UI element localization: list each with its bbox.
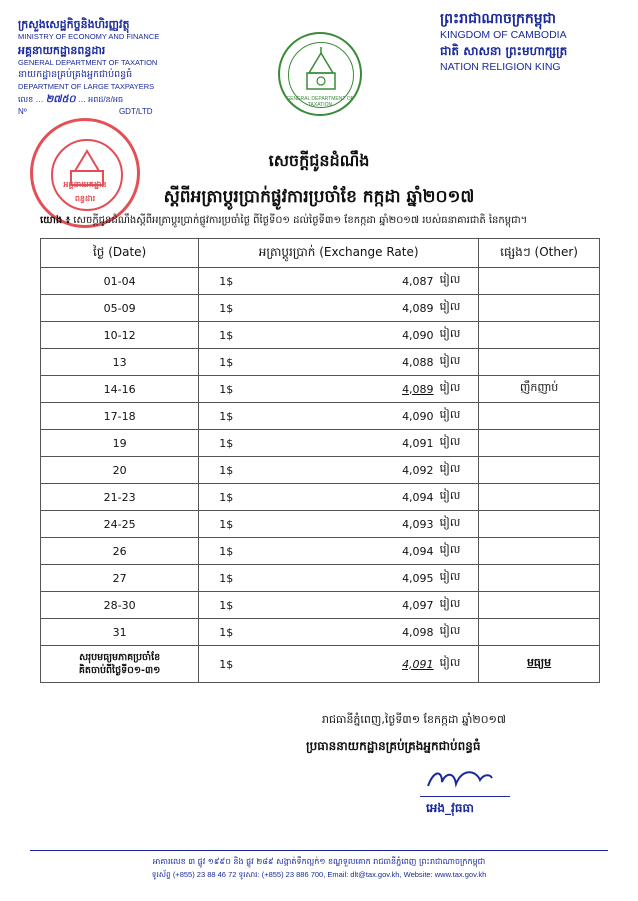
row-other <box>479 592 600 619</box>
average-label <box>41 646 199 683</box>
row-value-text: 4,093 <box>402 517 434 531</box>
row-value <box>265 457 438 484</box>
row-value <box>265 322 438 349</box>
reference-subject <box>40 214 630 228</box>
table-row <box>41 619 600 646</box>
stamp-text-top: អគ្គនាយកដ្ឋាន <box>63 180 107 189</box>
row-currency: រៀល <box>438 538 479 565</box>
motto-en: NATION RELIGION KING <box>440 61 561 73</box>
row-currency: រៀល <box>438 376 479 403</box>
row-value-text: 4,097 <box>402 598 434 612</box>
ref-suffix-kh: អពដ/ន/អធ <box>88 95 124 104</box>
row-unit: 1$ <box>199 376 265 403</box>
kingdom-name-kh: ព្រះរាជាណាចក្រកម្ពុជា <box>440 11 557 27</box>
row-currency: រៀល <box>438 430 479 457</box>
average-value <box>265 646 438 683</box>
kingdom-name-en: KINGDOM OF CAMBODIA <box>440 29 567 41</box>
ref-suffix-en: GDT/LTD <box>118 107 153 116</box>
row-unit: 1$ <box>199 349 265 376</box>
footer-divider <box>30 850 608 851</box>
row-value-text: 4,090 <box>402 409 434 423</box>
row-unit: 1$ <box>199 565 265 592</box>
table-row <box>41 403 600 430</box>
gdt-name-en: GENERAL DEPARTMENT OF TAXATION <box>18 58 158 67</box>
row-value <box>265 538 438 565</box>
row-value-text: 4,098 <box>402 625 434 639</box>
row-currency: រៀល <box>438 592 479 619</box>
row-value-text: 4,095 <box>402 571 434 585</box>
signature-icon <box>420 764 510 794</box>
footer-address: អាគារលេខ ៣ ផ្លូវ ១៩៩០ និង ផ្លូវ ២៨៩ សង្កាត់ទឹកល្អក់១ ខណ្ឌទួលគោក រាជធានីភ្នំពេញ ព្រះរាជាណាចក្រកម្ពុជា <box>152 857 486 866</box>
place-and-date: រាជធានីភ្នំពេញ,ថ្ងៃទី៣១ ខែកក្កដា ឆ្នាំ២០១៧ <box>322 713 506 726</box>
ref-prefix-kh: លេខ <box>18 95 34 104</box>
table-row <box>41 322 600 349</box>
row-other: ញឹកញាប់ <box>479 376 600 403</box>
signatory-name: អេង_វុធធា <box>426 801 474 815</box>
row-value-text: 4,091 <box>402 436 434 450</box>
row-currency: រៀល <box>438 268 479 295</box>
logo-ring-text: GENERAL DEPARTMENT OF TAXATION <box>286 96 354 108</box>
table-row <box>41 349 600 376</box>
notice-title: សេចក្តីជូនដំណឹង <box>268 151 370 170</box>
gdt-name-kh: អគ្គនាយកដ្ឋានពន្ធដារ <box>18 44 106 57</box>
notice-subtitle: ស្តីពីអត្រាប្តូរប្រាក់ផ្លូវការប្រចាំខែ កក្កដា ឆ្នាំ២០១៧ <box>163 187 475 207</box>
row-date: 14-16 <box>41 376 199 403</box>
row-other <box>479 349 600 376</box>
row-value <box>265 403 438 430</box>
row-other <box>479 565 600 592</box>
row-value-text: 4,087 <box>402 274 434 288</box>
row-date: 17-18 <box>41 403 199 430</box>
ref-number-handwritten: ២៧៥០ <box>45 94 76 105</box>
average-unit: 1$ <box>199 646 265 683</box>
row-value <box>265 268 438 295</box>
row-unit: 1$ <box>199 592 265 619</box>
footer-contact: ទូរស័ព្ទ (+855) 23 88 46 72 ទូរសារ: (+855) 23 886 700, Email: dlt@tax.gov.kh, Website: www.tax.gov.kh <box>151 870 487 879</box>
row-date: 24-25 <box>41 511 199 538</box>
row-other <box>479 511 600 538</box>
row-date: 10-12 <box>41 322 199 349</box>
average-value-text: 4,091 <box>402 657 434 671</box>
row-value-text: 4,089 <box>402 382 434 396</box>
row-unit: 1$ <box>199 538 265 565</box>
row-currency: រៀល <box>438 565 479 592</box>
table-row <box>41 511 600 538</box>
row-value-text: 4,094 <box>402 490 434 504</box>
gdt-logo <box>278 32 362 116</box>
row-date: 20 <box>41 457 199 484</box>
average-currency: រៀល <box>438 646 479 683</box>
row-value <box>265 430 438 457</box>
average-other <box>479 646 600 683</box>
motto-kh: ជាតិ សាសនា ព្រះមហាក្សត្រ <box>440 44 568 58</box>
row-value-text: 4,094 <box>402 544 434 558</box>
row-unit: 1$ <box>199 619 265 646</box>
row-currency: រៀល <box>438 619 479 646</box>
row-value <box>265 511 438 538</box>
row-value <box>265 619 438 646</box>
subject-label: យោង ៖ <box>40 215 71 226</box>
row-unit: 1$ <box>199 403 265 430</box>
row-value <box>265 376 438 403</box>
signatory-title: ប្រធាននាយកដ្ឋានគ្រប់គ្រងអ្នកជាប់ពន្ធធំ <box>306 739 481 753</box>
row-value-text: 4,092 <box>402 463 434 477</box>
row-unit: 1$ <box>199 295 265 322</box>
exchange-rate-table <box>40 238 600 683</box>
row-unit: 1$ <box>199 430 265 457</box>
row-value-text: 4,089 <box>402 301 434 315</box>
row-other <box>479 484 600 511</box>
row-value <box>265 295 438 322</box>
row-currency: រៀល <box>438 403 479 430</box>
row-unit: 1$ <box>199 457 265 484</box>
table-row <box>41 430 600 457</box>
row-unit: 1$ <box>199 484 265 511</box>
kingdom-header <box>440 10 630 74</box>
row-value-text: 4,088 <box>402 355 434 369</box>
average-label-line2: គិតចាប់ពីថ្ងៃទី០១-៣១ <box>78 665 161 676</box>
row-date: 26 <box>41 538 199 565</box>
stamp-text-bottom: ពន្ធដារ <box>74 194 96 203</box>
table-row <box>41 376 600 403</box>
row-other <box>479 295 600 322</box>
row-date: 19 <box>41 430 199 457</box>
row-other <box>479 457 600 484</box>
dlt-name-kh: នាយកដ្ឋានគ្រប់គ្រងអ្នកជាប់ពន្ធធំ <box>18 69 133 80</box>
row-unit: 1$ <box>199 511 265 538</box>
row-currency: រៀល <box>438 511 479 538</box>
row-other <box>479 619 600 646</box>
table-row <box>41 592 600 619</box>
average-other-text: មធ្យម <box>526 656 552 669</box>
table-row <box>41 457 600 484</box>
signature-underline <box>420 796 510 797</box>
header-exchange-rate: អត្រាប្តូរប្រាក់ (Exchange Rate) <box>199 239 479 268</box>
table-header-row <box>41 239 600 268</box>
row-value <box>265 592 438 619</box>
row-currency: រៀល <box>438 295 479 322</box>
reference-number: លេខ … ២៧៥០ … អពដ/ន/អធ Nº GDT/LTD <box>18 94 153 116</box>
ministry-name-en: MINISTRY OF ECONOMY AND FINANCE <box>18 32 160 41</box>
row-date: 31 <box>41 619 199 646</box>
header-date: ថ្ងៃ (Date) <box>41 239 199 268</box>
row-unit: 1$ <box>199 268 265 295</box>
row-other <box>479 430 600 457</box>
average-label-line1: សរុបមធ្យមភាគប្រចាំខែ <box>79 652 161 663</box>
row-value <box>265 484 438 511</box>
table-row <box>41 268 600 295</box>
row-date: 01-04 <box>41 268 199 295</box>
row-value <box>265 349 438 376</box>
row-unit: 1$ <box>199 322 265 349</box>
row-other <box>479 268 600 295</box>
row-other <box>479 322 600 349</box>
row-other <box>479 538 600 565</box>
ref-prefix-en: Nº <box>18 107 27 116</box>
ministry-name-kh: ក្រសួងសេដ្ឋកិច្ចនិងហិរញ្ញវត្ថុ <box>18 18 130 31</box>
row-currency: រៀល <box>438 484 479 511</box>
subject-text: សេចក្តីជូនដំណឹងស្តីពីអត្រាប្តូរប្រាក់ផ្លូវការប្រចាំថ្ងៃ ពីថ្ងៃទី០១ ដល់ថ្ងៃទី៣១ ខែកក្កដា ឆ្នាំ២០១៧ របស់ធនាគារជាតិ នៃកម្ពុជា។ <box>73 215 528 226</box>
row-value-text: 4,090 <box>402 328 434 342</box>
row-currency: រៀល <box>438 457 479 484</box>
ministry-header <box>18 18 238 118</box>
table-row <box>41 295 600 322</box>
row-other <box>479 403 600 430</box>
row-currency: រៀល <box>438 322 479 349</box>
table-row <box>41 538 600 565</box>
row-date: 28-30 <box>41 592 199 619</box>
row-value <box>265 565 438 592</box>
table-average-row <box>41 646 600 683</box>
table-row <box>41 565 600 592</box>
row-date: 27 <box>41 565 199 592</box>
row-date: 13 <box>41 349 199 376</box>
row-currency: រៀល <box>438 349 479 376</box>
header-other: ផ្សេងៗ (Other) <box>479 239 600 268</box>
dlt-name-en: DEPARTMENT OF LARGE TAXPAYERS <box>18 82 155 91</box>
row-date: 05-09 <box>41 295 199 322</box>
table-body <box>41 268 600 683</box>
row-date: 21-23 <box>41 484 199 511</box>
table-row <box>41 484 600 511</box>
